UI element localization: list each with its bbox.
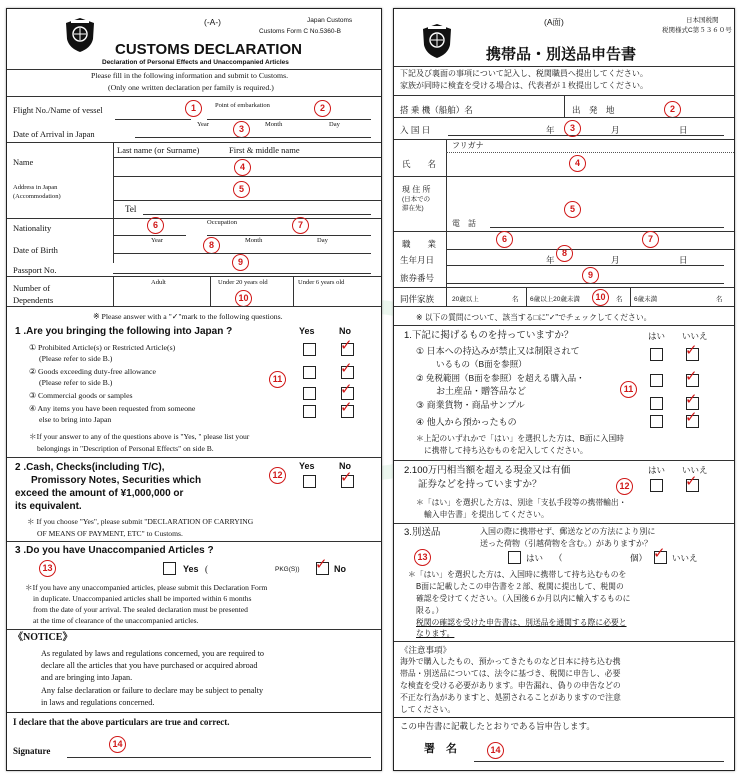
- dob-label: Date of Birth: [13, 245, 58, 255]
- lastname-label: Last name (or Surname): [117, 145, 200, 155]
- signature-label: 署 名: [424, 743, 457, 755]
- q3-note-3: from the date of your arrival. The sealed declaration must be presented: [33, 605, 248, 614]
- q2-line-1: 2 .Cash, Checks(including T/C),: [15, 462, 165, 473]
- q1-item3-yes-checkbox[interactable]: [303, 387, 316, 400]
- q3-yes-checkbox[interactable]: [508, 551, 521, 564]
- q1-item-1: ① Prohibited Article(s) or Restricted Article(s): [29, 343, 176, 352]
- customs-emblem-icon: [65, 17, 95, 53]
- check-instruction: ※ 以下の質問について、該当する□に"✓"でチェックしてください。: [416, 313, 652, 322]
- q1-item2-no-checkbox[interactable]: [340, 359, 354, 379]
- over20-label: 20歳以上: [452, 296, 479, 303]
- marker-4: 4: [569, 155, 586, 172]
- marker-5: 5: [233, 181, 250, 198]
- q3-yes-label: はい: [526, 553, 544, 563]
- adult-label: Adult: [151, 279, 166, 286]
- under6-label: 6歳未満: [634, 296, 658, 303]
- q1-yes-header: Yes: [299, 326, 315, 336]
- q1-item-3: ③ Commercial goods or samples: [29, 391, 133, 400]
- dob-month-label: Month: [245, 237, 263, 244]
- dob-year-label: Year: [151, 237, 163, 244]
- q2-line-2: 証券などを持っていますか？: [418, 479, 542, 490]
- firstname-label: First & middle name: [229, 145, 300, 155]
- q1-note-1: ＊上記のいずれかで「はい」を選択した方は、B面に入国時: [416, 434, 624, 443]
- q2-note-1: ＊「はい」を選択した方は、別途「支払手段等の携帯輸出・: [416, 498, 627, 507]
- intro-text-1: Please fill in the following information and submit to Customs.: [91, 71, 289, 80]
- q1-item4-yes-checkbox[interactable]: [650, 415, 663, 428]
- q2-no-checkbox[interactable]: [685, 472, 699, 492]
- q1-note-2: に携帯して持ち込むものを記入してください。: [424, 446, 588, 455]
- q3-note-2: in duplicate. Unaccompanied articles shall be imported within 6 months: [33, 594, 252, 603]
- entry-year-label: 年: [546, 125, 555, 135]
- q1-item1-no-checkbox[interactable]: [340, 336, 354, 356]
- marker-5: 5: [564, 201, 581, 218]
- red-checkmark-icon: ✓: [653, 544, 666, 562]
- furigana-label: フリガナ: [452, 141, 484, 150]
- name-field[interactable]: [394, 176, 734, 177]
- dob-day-label: 日: [679, 255, 688, 265]
- dob-month-label: 月: [611, 255, 620, 265]
- embark-field[interactable]: [207, 119, 371, 120]
- address-label-sub-2: 滞在先): [402, 205, 424, 212]
- occupation-label: Occupation: [207, 219, 237, 226]
- q3-note-1: ＊「はい」を選択した方は、入国時に携帯して持ち込むものを: [408, 570, 627, 579]
- under6-unit: 名: [716, 296, 723, 303]
- q1-title: 1.下記に掲げるものを持っていますか？: [404, 330, 574, 341]
- dependents-label-2: Dependents: [13, 295, 54, 305]
- entry-month-label: 月: [611, 125, 620, 135]
- marker-6: 6: [147, 217, 164, 234]
- marker-14: 14: [487, 742, 504, 759]
- q2-no-checkbox[interactable]: [340, 468, 354, 488]
- marker-10: 10: [235, 290, 252, 307]
- address-field[interactable]: [113, 200, 381, 201]
- name-label: Name: [13, 157, 34, 167]
- red-checkmark-icon: ✓: [340, 336, 353, 354]
- address-label-sub: (Accommodation): [13, 193, 61, 200]
- notice-line-3: and are bringing into Japan.: [41, 673, 133, 682]
- flight-field[interactable]: [115, 119, 191, 120]
- entry-date-label: 入 国 日: [400, 125, 431, 135]
- notice-title: 《注意事項》: [400, 645, 452, 655]
- form-title: CUSTOMS DECLARATION: [115, 41, 302, 58]
- q1-item4-no-checkbox[interactable]: [340, 398, 354, 418]
- q3-paren: (: [205, 564, 208, 574]
- red-checkmark-icon: ✓: [340, 380, 353, 398]
- customs-emblem-icon: [422, 23, 452, 59]
- dependents-label-1: Number of: [13, 283, 51, 293]
- occupation-field[interactable]: [446, 249, 734, 250]
- q1-item2-yes-checkbox[interactable]: [303, 366, 316, 379]
- occupation-field[interactable]: [207, 235, 371, 236]
- dob-day-label: Day: [317, 237, 328, 244]
- address-label: 現 住 所: [402, 185, 431, 194]
- passport-label: Passport No.: [13, 265, 57, 275]
- q3-note-3: 確認を受けてください。（入国後６か月以内に輸入するものに: [416, 594, 631, 603]
- red-checkmark-icon: ✓: [340, 468, 353, 486]
- dob-year-label: 年: [546, 255, 555, 265]
- red-checkmark-icon: ✓: [685, 390, 698, 408]
- red-checkmark-icon: ✓: [315, 555, 328, 573]
- notice-line-1: As regulated by laws and regulations concerned, you are required to: [41, 649, 265, 658]
- q2-note-1: ＊ If you choose "Yes", please submit "DECLARATION OF CARRYING: [27, 517, 254, 526]
- intro-text-1: 下記及び裏面の事項について記入し、税関職員へ提出してください。: [400, 69, 648, 78]
- notice-line-2: 帯品・別送品については、法令に基づき、税関に申告し、必要: [400, 669, 621, 678]
- passport-field[interactable]: [113, 273, 371, 274]
- q2-line-2: Promissory Notes, Securities which: [31, 475, 202, 486]
- marker-7: 7: [642, 231, 659, 248]
- customs-declaration-form-english: [6, 8, 382, 771]
- side-label: (A面): [544, 17, 564, 27]
- customs-declaration-form-japanese: [393, 8, 735, 771]
- arrival-label: Date of Arrival in Japan: [13, 129, 95, 139]
- age6to20-unit: 名: [616, 296, 623, 303]
- form-subtitle: Declaration of Personal Effects and Unaccompanied Articles: [102, 59, 289, 66]
- family-label: 同伴家族: [400, 294, 435, 304]
- side-label: (-A-): [204, 17, 221, 27]
- q3-no-checkbox[interactable]: [653, 544, 667, 564]
- q3-no-checkbox[interactable]: [315, 555, 329, 575]
- marker-12: 12: [616, 478, 633, 495]
- notice-line-4: Any false declaration or failure to declare may be subject to penalty: [41, 686, 264, 695]
- flight-label: 搭 乗 機（船舶）名: [400, 105, 473, 115]
- q2-line-1: 2.100万円相当額を超える現金又は有価: [404, 465, 571, 476]
- q3-note-2: B面に記載したこの申告書を２部、税関に提出して、税関の: [416, 582, 624, 591]
- depart-label: 出 発 地: [572, 105, 615, 115]
- entry-date-field[interactable]: [448, 135, 724, 136]
- form-title: 携帯品・別送品申告書: [486, 46, 637, 63]
- q1-item4-yes-checkbox[interactable]: [303, 405, 316, 418]
- q1-title: 1 .Are you bringing the following into Japan ?: [15, 326, 233, 337]
- arrival-date-field[interactable]: [135, 137, 371, 138]
- marker-13: 13: [414, 549, 431, 566]
- q3-title: 3 .Do you have Unaccompanied Articles ?: [15, 545, 214, 556]
- q1-item1-yes-checkbox[interactable]: [650, 348, 663, 361]
- under6-label: Under 6 years old: [298, 279, 345, 286]
- intro-text-2: (Only one written declaration per family is required.): [108, 83, 274, 92]
- notice-line-2: declare all the articles that you have purchased or acquired abroad: [41, 661, 258, 670]
- tel-label: Tel: [125, 204, 137, 214]
- marker-13: 13: [39, 560, 56, 577]
- notice-line-1: 海外で購入したもの、預かってきたものなど日本に持ち込む携: [400, 657, 621, 666]
- tel-field[interactable]: [490, 227, 724, 228]
- passport-label: 旅券番号: [400, 273, 435, 283]
- declaration-statement: I declare that the above particulars are true and correct.: [13, 717, 230, 727]
- signature-label: Signature: [13, 746, 51, 756]
- marker-14: 14: [109, 736, 126, 753]
- red-checkmark-icon: ✓: [685, 472, 698, 490]
- form-number: Customs Form C No.5360-B: [259, 28, 341, 35]
- marker-3: 3: [233, 121, 250, 138]
- q1-item2-no-checkbox[interactable]: [685, 367, 699, 387]
- marker-11: 11: [269, 371, 286, 388]
- q3-text-2: 送った荷物（引越荷物を含む。）がありますか？: [480, 539, 652, 548]
- notice-title: 《NOTICE》: [13, 632, 73, 643]
- q1-note-2: belongings in "Description of Personal Effects" on side B.: [37, 444, 214, 453]
- agency-name: 日本国税関: [686, 17, 719, 24]
- tel-field[interactable]: [143, 214, 371, 215]
- q1-no-header: いいえ: [682, 331, 708, 341]
- address-label-sub-1: (日本での: [402, 196, 431, 203]
- over20-unit: 名: [512, 296, 519, 303]
- q3-paren: （: [554, 553, 563, 563]
- passport-field[interactable]: [446, 283, 724, 284]
- dob-label: 生年月日: [400, 255, 435, 265]
- q3-yes-label: Yes: [183, 564, 199, 574]
- q1-no-header: No: [339, 326, 351, 336]
- q3-note-5: 税関の確認を受けた申告書は、別送品を通関する際に必要と: [416, 618, 627, 627]
- marker-2: 2: [664, 101, 681, 118]
- q1-item-2: ② Goods exceeding duty-free allowance: [29, 367, 156, 376]
- q1-item-4: ④ 他人から預かったもの: [416, 417, 517, 427]
- declaration-statement: この申告書に記載したとおりである旨申告します。: [400, 721, 595, 731]
- marker-12: 12: [269, 467, 286, 484]
- age6to20-label: 6歳以上20歳未満: [530, 296, 580, 303]
- arrival-day-label: Day: [329, 121, 340, 128]
- q1-item3-yes-checkbox[interactable]: [650, 397, 663, 410]
- notice-line-3: な検査を受ける必要があります。申告漏れ、偽りの申告などの: [400, 681, 621, 690]
- signature-field[interactable]: [67, 757, 371, 758]
- q1-item1-no-checkbox[interactable]: [685, 341, 699, 361]
- marker-9: 9: [582, 267, 599, 284]
- arrival-month-label: Month: [265, 121, 283, 128]
- agency-name: Japan Customs: [307, 17, 353, 24]
- address-label: Address in Japan: [13, 184, 58, 191]
- arrival-year-label: Year: [197, 121, 209, 128]
- q1-item-3: ③ 商業貨物・商品サンプル: [416, 400, 525, 410]
- marker-4: 4: [234, 159, 251, 176]
- q2-yes-header: Yes: [299, 461, 315, 471]
- occupation-label: 職 業: [402, 239, 437, 249]
- q3-qty-label: 個）: [630, 553, 648, 563]
- q1-note-1: ＊If your answer to any of the questions above is "Yes, " please list your: [29, 432, 250, 441]
- q1-item-4-cont: else to bring into Japan: [39, 415, 112, 424]
- marker-9: 9: [232, 254, 249, 271]
- q3-yes-checkbox[interactable]: [163, 562, 176, 575]
- nationality-label: Nationality: [13, 223, 52, 233]
- tel-label: 電 話: [452, 219, 476, 228]
- name-label: 氏 名: [402, 159, 437, 169]
- q2-no-header: いいえ: [682, 465, 708, 475]
- q3-note-6: なります。: [416, 629, 455, 638]
- red-checkmark-icon: ✓: [685, 367, 698, 385]
- q2-line-4: its equivalent.: [15, 501, 82, 512]
- q3-text-1: 入国の際に携帯せず、郵送などの方法により別に: [480, 527, 656, 536]
- q3-note-4: at the time of clearance of the unaccompanied articles.: [33, 616, 199, 625]
- q2-line-3: exceed the amount of ¥1,000,000 or: [15, 488, 184, 499]
- entry-day-label: 日: [679, 125, 688, 135]
- q1-item-1: ① 日本への持込みが禁止又は制限されて: [416, 346, 580, 356]
- marker-2: 2: [314, 100, 331, 117]
- form-number: 税関様式C第５３６０号: [662, 27, 732, 34]
- marker-1: 1: [185, 100, 202, 117]
- signature-field[interactable]: [474, 761, 724, 762]
- q3-no-label: No: [334, 564, 346, 574]
- q2-yes-header: はい: [648, 465, 666, 475]
- q1-yes-header: はい: [648, 331, 666, 341]
- marker-3: 3: [564, 120, 581, 137]
- under20-label: Under 20 years old: [218, 279, 268, 286]
- q1-item2-yes-checkbox[interactable]: [650, 374, 663, 387]
- q2-note-2: 輸入申告書」を提出してください。: [424, 510, 549, 519]
- marker-8: 8: [203, 237, 220, 254]
- flight-label: Flight No./Name of vessel: [13, 105, 103, 115]
- q3-label: 3.別送品: [404, 527, 441, 538]
- marker-7: 7: [292, 217, 309, 234]
- q3-note-4: 限る。）: [416, 606, 444, 615]
- q3-note-1: ＊If you have any unaccompanied articles, please submit this Declaration Form: [25, 583, 268, 592]
- red-checkmark-icon: ✓: [340, 398, 353, 416]
- q3-no-label: いいえ: [672, 553, 698, 563]
- q1-item-1-cont: いるもの（B面を参照）: [436, 359, 527, 369]
- marker-6: 6: [496, 231, 513, 248]
- q1-item-2-cont: お土産品・贈答品など: [436, 386, 527, 396]
- check-instruction: ※ Please answer with a "✓"mark to the following questions.: [93, 312, 283, 321]
- q1-item-1-note: (Please refer to side B.): [39, 354, 113, 363]
- marker-10: 10: [592, 289, 609, 306]
- q1-item4-no-checkbox[interactable]: [685, 408, 699, 428]
- name-field[interactable]: [113, 176, 381, 177]
- q2-no-header: No: [339, 461, 351, 471]
- red-checkmark-icon: ✓: [685, 408, 698, 426]
- q2-yes-checkbox[interactable]: [650, 479, 663, 492]
- marker-11: 11: [620, 381, 637, 398]
- q2-yes-checkbox[interactable]: [303, 475, 316, 488]
- nationality-field[interactable]: [113, 235, 186, 236]
- notice-line-4: 不正な行為がありますと、処罰されることがありますので注意: [400, 693, 621, 702]
- q1-item-4: ④ Any items you have been requested from someone: [29, 404, 196, 413]
- red-checkmark-icon: ✓: [340, 359, 353, 377]
- marker-8: 8: [556, 245, 573, 262]
- q1-item-2: ② 免税範囲（B面を参照）を超える購入品・: [416, 373, 585, 383]
- q2-note-2: OF MEANS OF PAYMENT, ETC" to Customs.: [37, 529, 183, 538]
- notice-line-5: してください。: [400, 705, 456, 714]
- dob-field[interactable]: [446, 265, 724, 266]
- intro-text-2: 家族が同時に検査を受ける場合は、代表者が１枚提出してください。: [400, 81, 648, 90]
- red-checkmark-icon: ✓: [685, 341, 698, 359]
- q1-item-2-note: (Please refer to side B.): [39, 378, 113, 387]
- q1-item1-yes-checkbox[interactable]: [303, 343, 316, 356]
- q3-pkg-label: PKG(S)): [275, 566, 300, 573]
- notice-line-5: in laws and regulations concerned.: [41, 698, 155, 707]
- embark-label: Point of embarkation: [215, 102, 270, 109]
